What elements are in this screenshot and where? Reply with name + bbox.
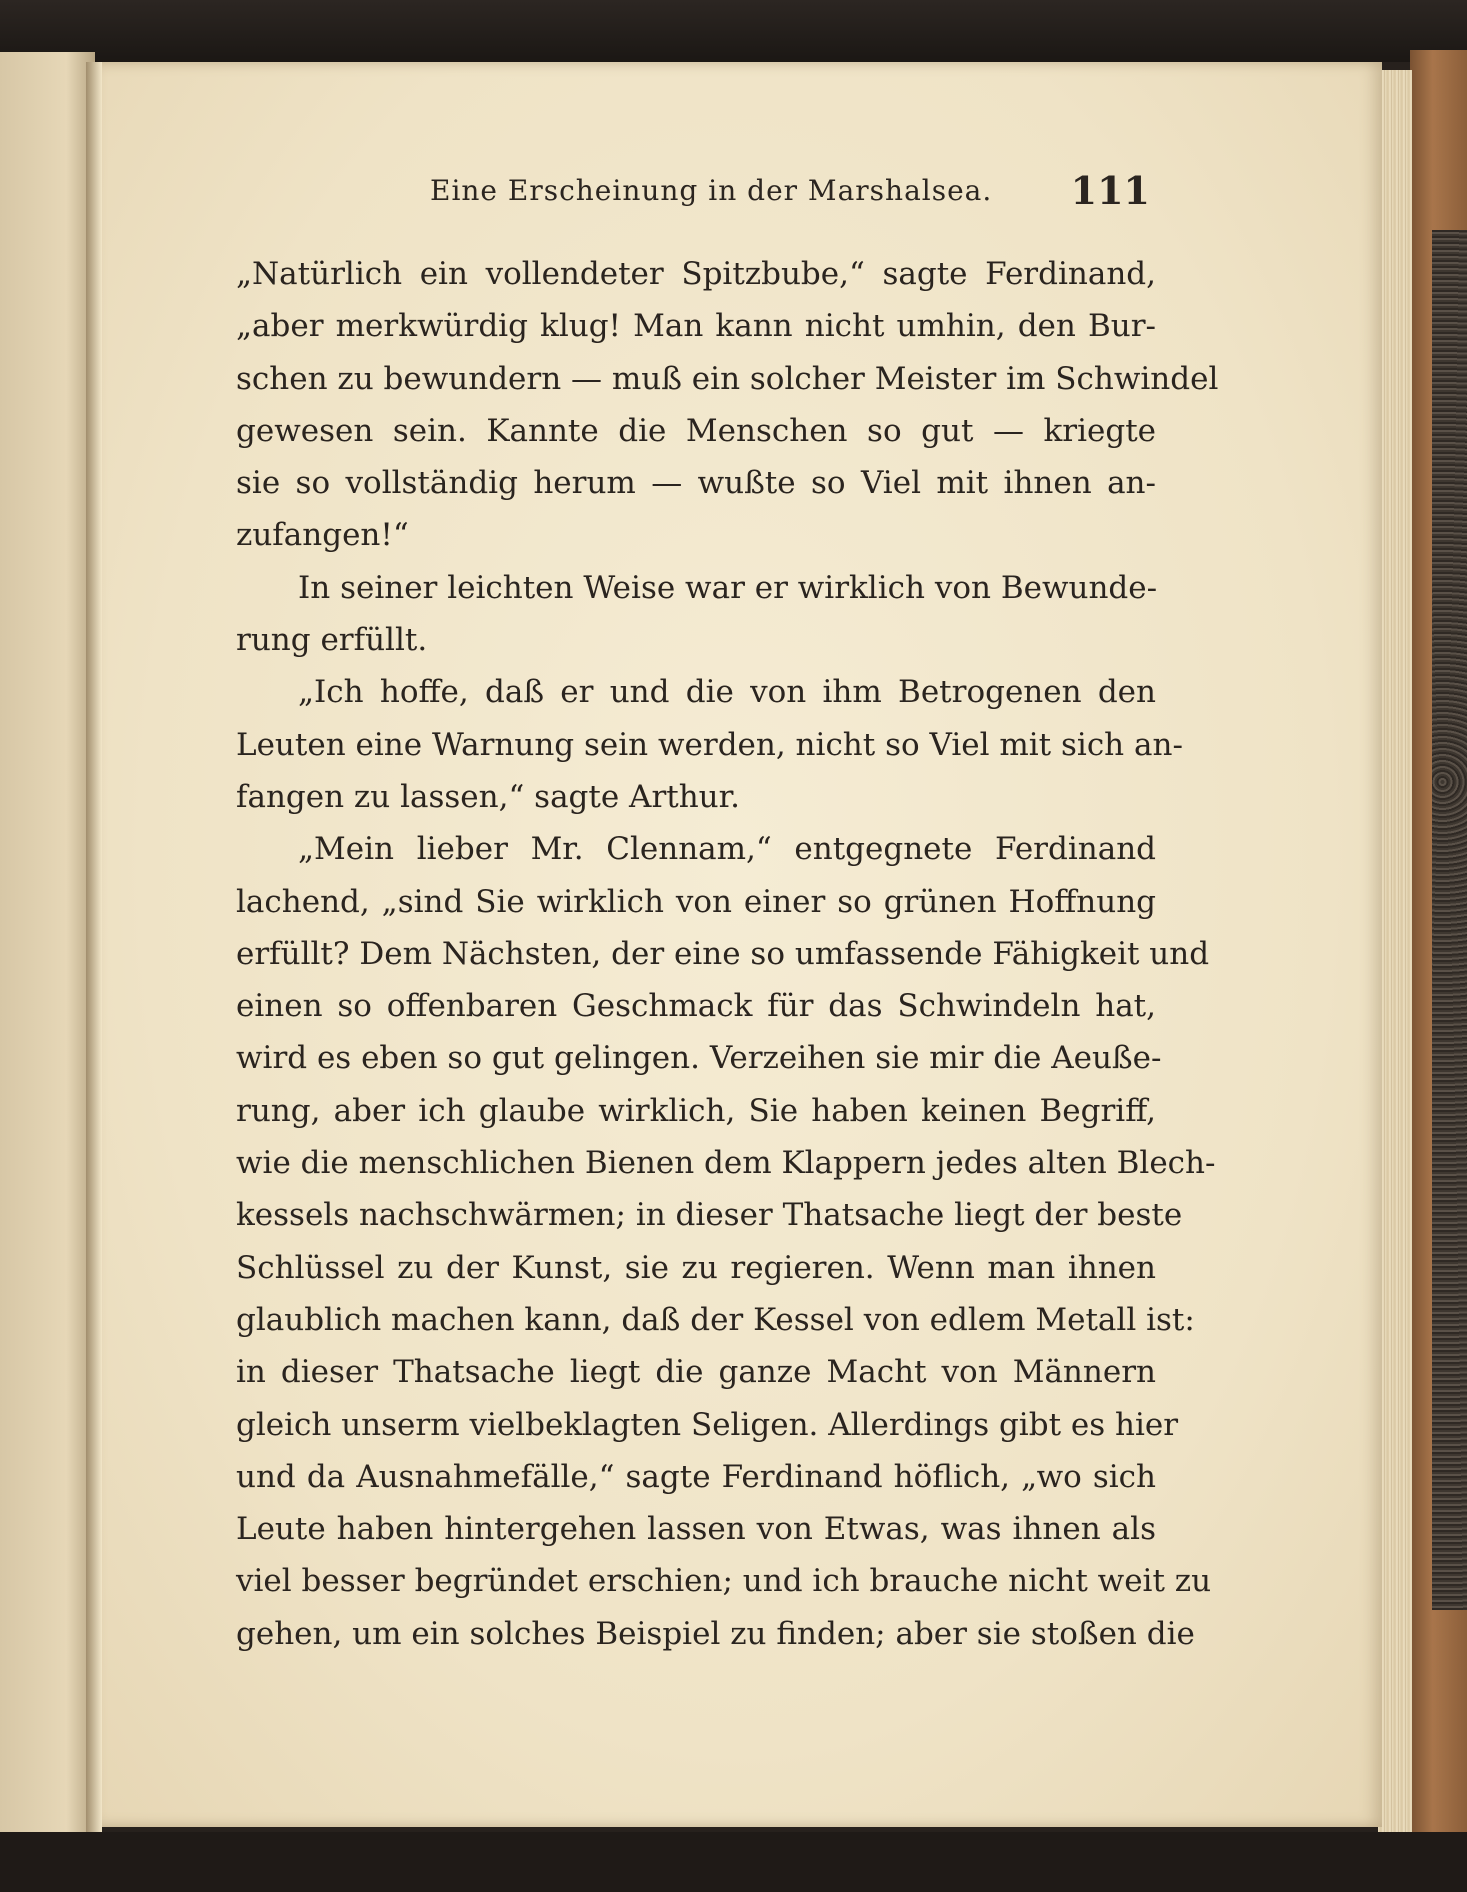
text-line: Schlüssel zu der Kunst, sie zu regieren. Wenn man ihnen <box>236 1249 1156 1286</box>
text-line: gehen, um ein solches Beispiel zu finden; aber sie stoßen die <box>236 1615 1195 1652</box>
text-line: „Mein lieber Mr. Clennam,“ entgegnete Ferdinand <box>298 831 1156 868</box>
text-line: rung, aber ich glaube wirklich, Sie haben keinen Begriff, <box>236 1092 1156 1129</box>
text-line: rung erfüllt. <box>236 622 428 659</box>
text-line: „Ich hoffe, daß er und die von ihm Betrogenen den <box>298 674 1156 711</box>
text-line: fangen zu lassen,“ sagte Arthur. <box>236 778 740 815</box>
text-line: wie die menschlichen Bienen dem Klappern jedes alten Blech- <box>236 1145 1216 1182</box>
text-line: sie so vollständig herum — wußte so Viel mit ihnen an- <box>236 465 1156 502</box>
body-text <box>236 248 1219 1660</box>
running-title: Eine Erscheinung in der Marshalsea. <box>430 174 993 207</box>
text-line: und da Ausnahmefälle,“ sagte Ferdinand höflich, „wo sich <box>236 1458 1156 1495</box>
text-line: gleich unserm vielbeklagten Seligen. Allerdings gibt es hier <box>236 1406 1179 1443</box>
text-line: „aber merkwürdig klug! Man kann nicht umhin, den Bur- <box>236 308 1156 345</box>
text-line: zufangen!“ <box>236 517 409 554</box>
top-shadow <box>0 0 1467 62</box>
text-line: In seiner leichten Weise war er wirklich von Bewunde- <box>298 569 1158 606</box>
text-line: erfüllt? Dem Nächsten, der eine so umfassende Fähigkeit und <box>236 935 1210 972</box>
text-line: Leuten eine Warnung sein werden, nicht so Viel mit sich an- <box>236 726 1183 763</box>
text-line: einen so offenbaren Geschmack für das Schwindeln hat, <box>236 988 1156 1025</box>
facing-page-edge <box>0 52 95 1842</box>
text-line: gewesen sein. Kannte die Menschen so gut — kriegte <box>236 412 1156 449</box>
text-line: kessels nachschwärmen; in dieser Thatsache liegt der beste <box>236 1197 1183 1234</box>
text-line: lachend, „sind Sie wirklich von einer so grünen Hoffnung <box>236 883 1156 920</box>
page-number: 111 <box>1070 168 1150 213</box>
text-line: wird es eben so gut gelingen. Verzeihen sie mir die Aeuße- <box>236 1040 1162 1077</box>
bottom-shadow <box>0 1832 1467 1892</box>
page-gutter <box>86 62 102 1832</box>
marbled-cover <box>1432 230 1467 1610</box>
text-line: schen zu bewundern — muß ein solcher Meister im Schwindel <box>236 360 1219 397</box>
text-line: „Natürlich ein vollendeter Spitzbube,“ sagte Ferdinand, <box>236 256 1156 292</box>
page-header <box>430 168 1150 218</box>
text-line: in dieser Thatsache liegt die ganze Macht von Männern <box>236 1354 1156 1391</box>
page-edges <box>1378 70 1412 1835</box>
text-line: glaublich machen kann, daß der Kessel von edlem Metall ist: <box>236 1301 1195 1338</box>
text-line: Leute haben hintergehen lassen von Etwas, was ihnen als <box>236 1511 1156 1548</box>
text-line: viel besser begründet erschien; und ich brauche nicht weit zu <box>236 1563 1212 1600</box>
